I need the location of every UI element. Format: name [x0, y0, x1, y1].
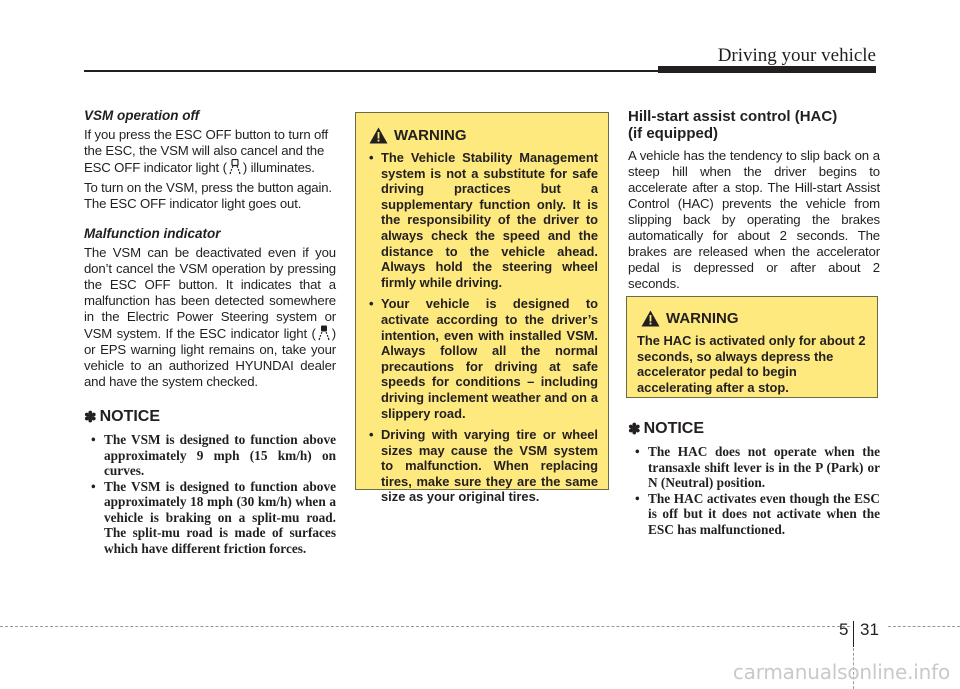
vsm-off-heading: VSM operation off: [84, 108, 200, 123]
warning-item: • Your vehicle is designed to activate according to the driver’s intention, even with installed VSM. Always follow all the normal precautions for driving at safe speeds for conditions – including driving inclement weather and on a slippery road.: [369, 296, 598, 421]
header-rule: [84, 70, 660, 72]
vsm-off-text-b: ) illuminates.: [242, 160, 315, 175]
warning-item: • The Vehicle Stability Management system is not a substitute for safe driving practices but a supplementary function only. It is the responsibility of the driver to always check the speed and the distance to the vehicle ahead. Always hold the steering wheel firmly while driving.: [369, 150, 598, 290]
vsm-off-paragraph-2: To turn on the VSM, press the button again. The ESC OFF indicator light goes out.: [84, 180, 332, 211]
malfunction-text-a: The VSM can be deactivated even if you don’t cancel the VSM operation by pressing the ESC OFF button. It indicates that a malfunction has been detected somewhere in the Electric Power Steering system or VSM system. If the ESC indicator light (: [84, 245, 336, 341]
notice-item-text: The HAC does not operate when the transaxle shift lever is in the P (Park) or N (Neutral) position.: [648, 444, 880, 490]
warning-title: [365, 127, 598, 144]
watermark: carmanualsonline.info: [732, 660, 950, 684]
malfunction-heading: Malfunction indicator: [84, 226, 221, 241]
vsm-off-paragraph-1: [84, 127, 336, 176]
warning-triangle-icon: [369, 127, 388, 144]
notice-item: • The VSM is designed to function above approximately 18 mph (30 km/h) when a vehicle is braking on a split-mu road. The split-mu road is made of surfaces which have different friction forces.: [91, 478, 336, 556]
warning-item: • Driving with varying tire or wheel sizes may cause the VSM system to malfunction. When replacing tires, make sure they are the same size as your original tires.: [369, 427, 598, 505]
notice-item: • The VSM is designed to function above approximately 9 mph (15 km/h) on curves.: [91, 432, 336, 478]
warning-list: [365, 150, 598, 505]
warning-title-text: WARNING: [394, 127, 467, 144]
vsm-off-text-a: If you press the ESC OFF button to turn off the ESC, the VSM will also cancel and the ESC OFF indicator light (: [84, 127, 328, 175]
notice-heading-2: [628, 420, 880, 438]
right-column: [628, 108, 880, 296]
warning-item-text: Your vehicle is designed to activate according to the driver’s intention, even with installed VSM. Always follow all the normal precautions for driving at safe speeds for conditions – including driving inclement weather and on a slippery road.: [381, 296, 598, 421]
hac-paragraph: A vehicle has the tendency to slip back on a steep hill when the driver begins to accelerate after a stop. The Hill-start Assist Control (HAC) prevents the vehicle from slipping back by operating the brakes automatically for about 2 seconds. The brakes are released when the accelerator pedal is depressed or after about 2 seconds.: [628, 148, 880, 291]
notice-title-text: NOTICE: [99, 408, 161, 425]
notice-item: • The HAC does not operate when the transaxle shift lever is in the P (Park) or N (Neutral) position.: [635, 444, 880, 490]
notice-star-icon: ✽: [84, 409, 97, 426]
warning-triangle-icon: [641, 310, 660, 327]
notice-item-text: The VSM is designed to function above approximately 18 mph (30 km/h) when a vehicle is braking on a split-mu road. The split-mu road is made of surfaces which have different friction forces.: [104, 478, 336, 556]
footer-dashed-line: [0, 626, 850, 627]
notice-list-1: [84, 432, 336, 556]
notice-item-text: The HAC activates even though the ESC is off but it does not activate when the ESC has malfunctioned.: [648, 490, 880, 537]
notice-list-2: [628, 444, 880, 537]
notice-title-text: NOTICE: [643, 420, 705, 437]
warning-title-text: WARNING: [666, 310, 739, 327]
page-section-number: 5: [839, 620, 849, 639]
notice-heading-1: [84, 408, 336, 426]
warning-box-vsm: [355, 112, 609, 505]
page-number-divider: [853, 621, 854, 647]
notice-item: • The HAC activates even though the ESC is off but it does not activate when the ESC has malfunctioned.: [635, 490, 880, 537]
left-column: [84, 108, 336, 556]
notice-block-2: [628, 406, 880, 537]
malfunction-text-b: ) or EPS warning light remains on, take your vehicle to an authorized HYUNDAI dealer and have the system checked.: [84, 326, 336, 389]
hac-heading: Hill-start assist control (HAC) (if equipped): [628, 108, 838, 142]
warning-title: [637, 310, 869, 327]
warning-item-text: The Vehicle Stability Management system is not a substitute for safe driving practices but a supplementary function only. It is the responsibility of the driver to always check the speed and the distance to the vehicle ahead. Always hold the steering wheel firmly while driving.: [381, 150, 598, 290]
notice-item-text: The VSM is designed to function above approximately 9 mph (15 km/h) on curves.: [104, 432, 336, 478]
warning-box-hac: [626, 296, 878, 398]
footer-dashed-line-right: [888, 626, 960, 627]
page-header-title: Driving your vehicle: [717, 45, 876, 66]
esc-indicator-icon: [318, 325, 330, 341]
warning-text: The HAC is activated only for about 2 seconds, so always depress the accelerator pedal to begin accelerating after a stop.: [637, 333, 866, 395]
malfunction-paragraph: [84, 245, 336, 390]
notice-star-icon: ✽: [628, 421, 641, 438]
warning-item-text: Driving with varying tire or wheel sizes may cause the VSM system to malfunction. When replacing tires, make sure they are the same size as your original tires.: [381, 427, 598, 505]
header-rule-thick: [658, 66, 876, 73]
esc-off-indicator-icon: [229, 159, 241, 175]
page-number: 31: [860, 620, 879, 639]
